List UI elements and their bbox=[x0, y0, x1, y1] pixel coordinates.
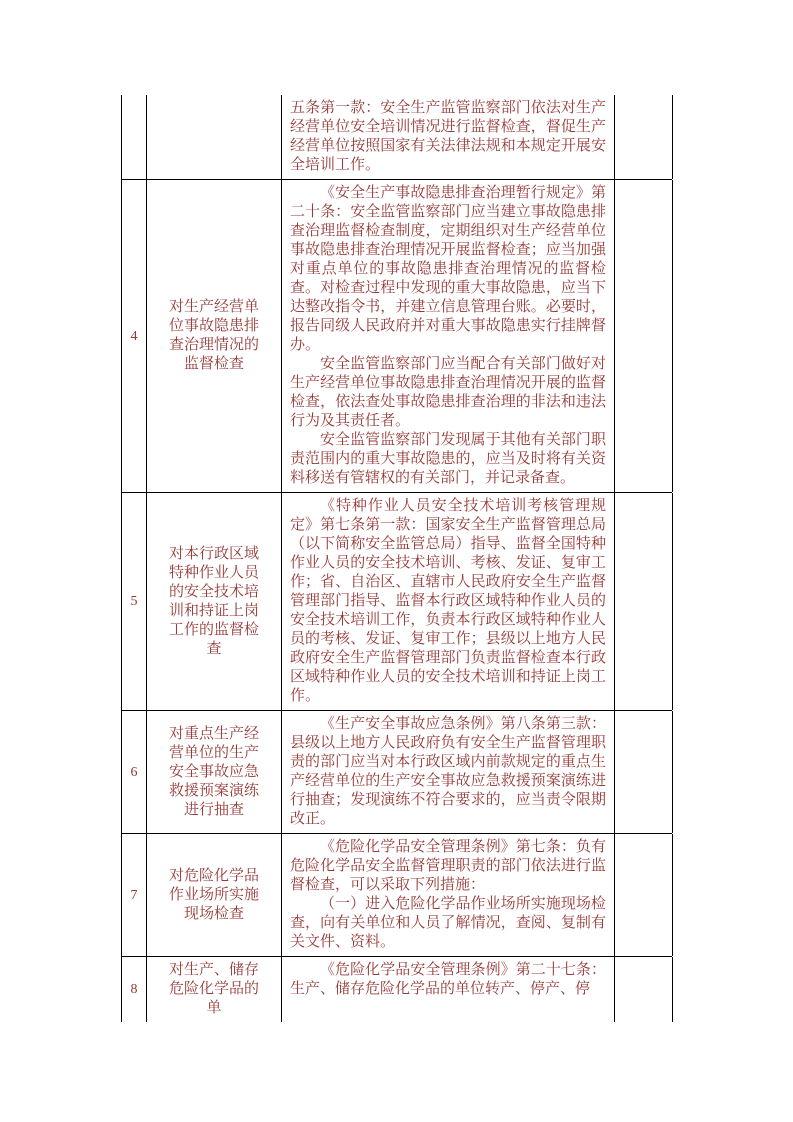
row-content-cell bbox=[282, 957, 615, 1022]
row-number-cell: 4 bbox=[122, 180, 147, 492]
row-title-cell: 对生产经营单位事故隐患排查治理情况的监督检查 bbox=[147, 180, 282, 492]
table-row bbox=[122, 493, 672, 711]
row-content-cell bbox=[282, 95, 615, 179]
row-content-cell bbox=[282, 493, 615, 710]
row-title-cell: 对重点生产经营单位的生产安全事故应急救援预案演练进行抽查 bbox=[147, 711, 282, 833]
paragraph: （一）进入危险化学品作业场所实施现场检查，向有关单位和人员了解情况，查阅、复制有关文件、资料。 bbox=[290, 896, 606, 950]
table-row bbox=[122, 711, 672, 834]
row-number-cell: 7 bbox=[122, 834, 147, 956]
row-empty-cell bbox=[615, 180, 673, 492]
row-empty-cell bbox=[615, 493, 673, 710]
row-title-cell: 对本行政区域特种作业人员的安全技术培训和持证上岗工作的监督检查 bbox=[147, 493, 282, 710]
paragraph: 安全监管监察部门发现属于其他有关部门职责范围内的重大事故隐患的，应当及时将有关资料移送有管辖权的有关部门，并记录备查。 bbox=[290, 432, 606, 486]
paragraph: 五条第一款：安全生产监管监察部门依法对生产经营单位安全培训情况进行监督检查，督促生产经营单位按照国家有关法律法规和本规定开展安全培训工作。 bbox=[290, 100, 606, 173]
row-content-cell bbox=[282, 834, 615, 956]
row-title-cell bbox=[147, 95, 282, 179]
row-title-cell: 对生产、储存危险化学品的单 bbox=[147, 957, 282, 1022]
row-number-cell: 5 bbox=[122, 493, 147, 710]
row-empty-cell bbox=[615, 711, 673, 833]
row-number-cell: 6 bbox=[122, 711, 147, 833]
row-content-cell bbox=[282, 711, 615, 833]
table-row bbox=[122, 957, 672, 1022]
table-row bbox=[122, 95, 672, 180]
row-empty-cell bbox=[615, 834, 673, 956]
paragraph: 《生产安全事故应急条例》第八条第三款：县级以上地方人民政府负有安全生产监督管理职责的部门应当对本行政区域内前款规定的重点生产经营单位的生产安全事故应急救援预案演练进行抽查；发现演练不符合要求的，应当责令限期改正。 bbox=[290, 716, 606, 827]
table-row bbox=[122, 834, 672, 957]
row-title-cell: 对危险化学品作业场所实施现场检查 bbox=[147, 834, 282, 956]
row-content-cell bbox=[282, 180, 615, 492]
paragraph: 《危险化学品安全管理条例》第七条：负有危险化学品安全监督管理职责的部门依法进行监督检查，可以采取下列措施： bbox=[290, 839, 606, 893]
paragraph: 安全监管监察部门应当配合有关部门做好对生产经营单位事故隐患排查治理情况开展的监督检查，依法查处事故隐患排查治理的非法和违法行为及其责任者。 bbox=[290, 356, 606, 429]
row-number-cell bbox=[122, 95, 147, 179]
row-number-cell: 8 bbox=[122, 957, 147, 1022]
paragraph: 《危险化学品安全管理条例》第二十七条：生产、储存危险化学品的单位转产、停产、停 bbox=[290, 962, 606, 997]
table-row bbox=[122, 180, 672, 493]
row-empty-cell bbox=[615, 95, 673, 179]
regulation-table bbox=[121, 95, 672, 1022]
row-empty-cell bbox=[615, 957, 673, 1022]
paragraph: 《安全生产事故隐患排查治理暂行规定》第二十条：安全监管监察部门应当建立事故隐患排查治理监督检查制度，定期组织对生产经营单位事故隐患排查治理情况开展监督检查；应当加强对重点单位的事故隐患排查治理情况的监督检查。对检查过程中发现的重大事故隐患，应当下达整改指令书，并建立信息管理台账。必要时，报告同级人民政府并对重大事故隐患实行挂牌督办。 bbox=[290, 185, 606, 353]
paragraph: 《特种作业人员安全技术培训考核管理规定》第七条第一款：国家安全生产监督管理总局（以下简称安全监管总局）指导、监督全国特种作业人员的安全技术培训、考核、发证、复审工作；省、自治区、直辖市人民政府安全生产监督管理部门指导、监督本行政区域特种作业人员的安全技术培训工作，负责本行政区域特种作业人员的考核、发证、复审工作；县级以上地方人民政府安全生产监督管理部门负责监督检查本行政区域特种作业人员的安全技术培训和持证上岗工作。 bbox=[290, 498, 606, 704]
